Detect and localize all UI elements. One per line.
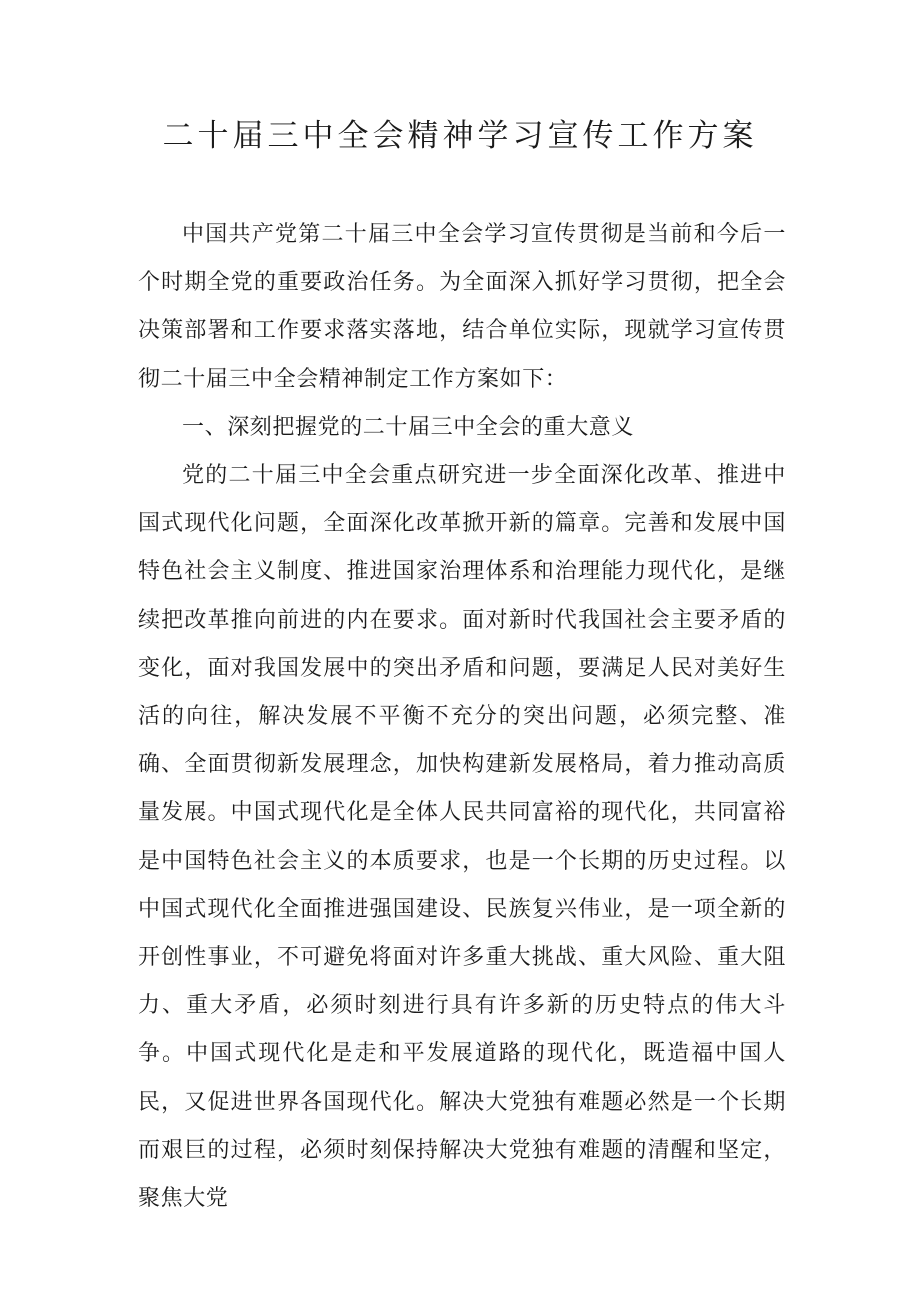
- section-heading: 一、深刻把握党的二十届三中全会的重大意义: [182, 414, 635, 440]
- document-title: 二十届三中全会精神学习宣传工作方案: [162, 118, 758, 154]
- section-paragraph: 党的二十届三中全会重点研究进一步全面深化改革、推进中国式现代化问题，全面深化改革掀开新的篇章。完善和发展中国特色社会主义制度、推进国家治理体系和治理能力现代化，是继续把改革推向前进的内在要求。面对新时代我国社会主要矛盾的变化，面对我国发展中的突出矛盾和问题，要满足人民对美好生活的向往，解决发展不平衡不充分的突出问题，必须完整、准确、全面贯彻新发展理念，加快构建新发展格局，着力推动高质量发展。中国式现代化是全体人民共同富裕的现代化，共同富裕是中国特色社会主义的本质要求，也是一个长期的历史过程。以中国式现代化全面推进强国建设、民族复兴伟业，是一项全新的开创性事业，不可避免将面对许多重大挑战、重大风险、重大阻力、重大矛盾，必须时刻进行具有许多新的历史特点的伟大斗争。中国式现代化是走和平发展道路的现代化，既造福中国人民，又促进世界各国现代化。解决大党独有难题必然是一个长期而艰巨的过程，必须时刻保持解决大党独有难题的清醒和坚定，聚焦大党: [138, 463, 786, 1212]
- document-body: [138, 211, 786, 1223]
- intro-paragraph: 中国共产党第二十届三中全会学习宣传贯彻是当前和今后一个时期全党的重要政治任务。为全面深入抓好学习贯彻，把全会决策部署和工作要求落实落地，结合单位实际，现就学习宣传贯彻二十届三中全会精神制定工作方案如下：: [138, 222, 786, 392]
